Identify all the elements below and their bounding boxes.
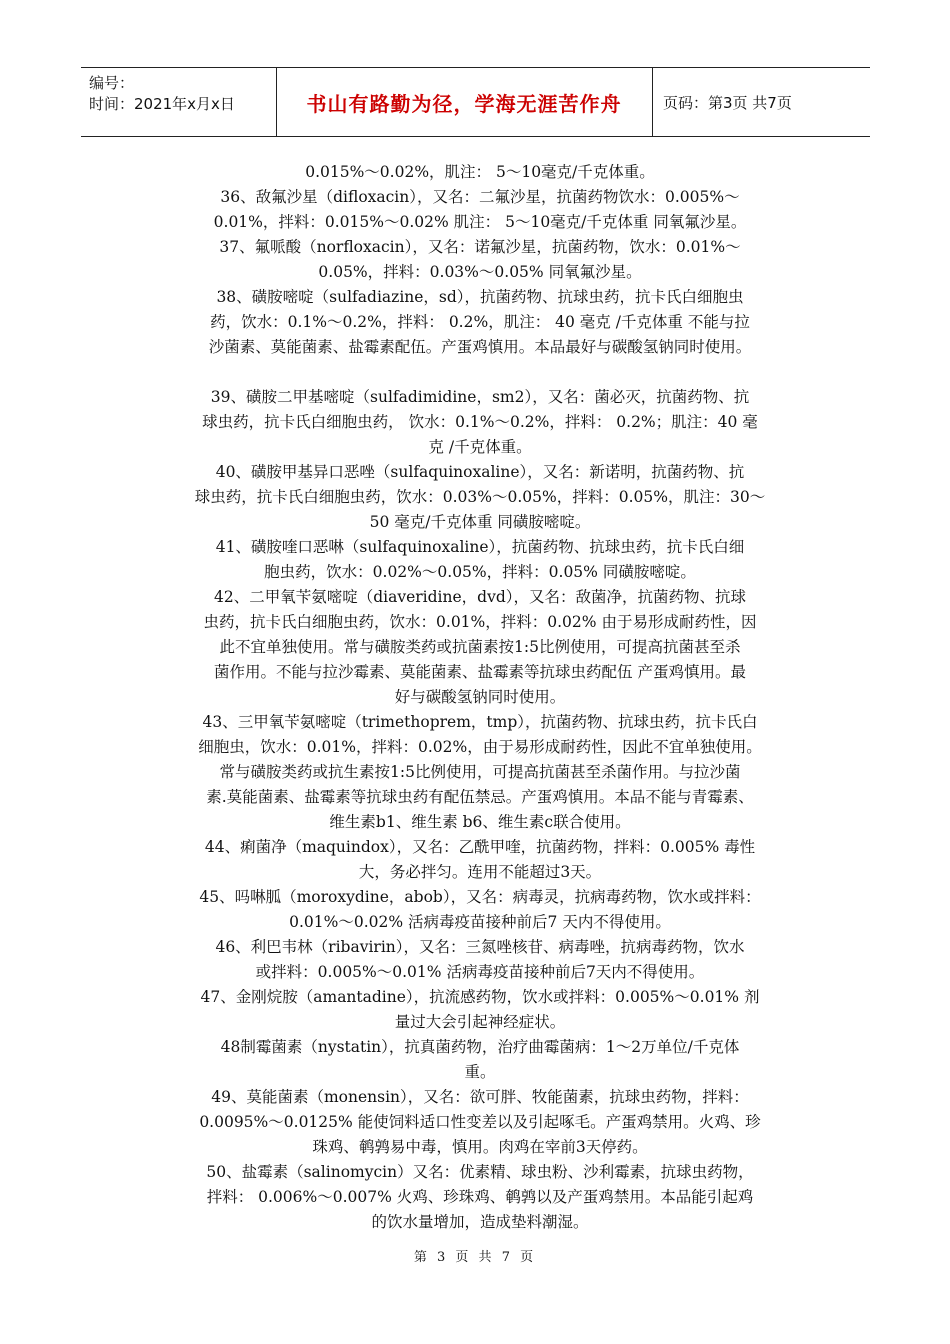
page-footer: 第 3 页 共 7 页 [413,1250,537,1265]
header-page-number: 页码：第3页 共7页 [652,68,870,136]
header-motto: 书山有路勤为径，学海无涯苦作舟 [306,91,622,116]
paragraph-41: 41、磺胺喹口恶啉（sulfaquinoxaline），抗菌药物、抗球虫药，抗卡氏白细 胞虫药，饮水：0.02%～0.05%，拌料：0.05% 同磺胺嘧啶。 [215,538,745,581]
paragraph-47: 47、金刚烷胺（amantadine），抗流感药物，饮水或拌料：0.005%～0.01% 剂 量过大会引起神经症状。 [200,988,760,1031]
paragraph-48: 48制霉菌素（nystatin），抗真菌药物，治疗曲霉菌病：1～2万单位/千克体 重。 [220,1038,740,1081]
paragraph-44: 44、痢菌净（maquindox），又名：乙酰甲喹，抗菌药物，拌料：0.005% 毒性 大，务必拌匀。连用不能超过3天。 [204,838,756,881]
document-date-label: 时间：2021年x月x日 [89,95,235,113]
paragraph-49: 49、莫能菌素（monensin），又名：欲可胖、牧能菌素，抗球虫药物，拌料： 0.0095%～0.0125% 能使饲料适口性变差以及引起啄毛。产蛋鸡禁用。火鸡、珍 珠鸡、鹌鹑易中毒，慎用。肉鸡在宰前3天停药。 [199,1088,761,1156]
paragraph-43: 43、三甲氧苄氨嘧啶（trimethoprem，tmp），抗菌药物、抗球虫药，抗卡氏白 细胞虫，饮水：0.01%，拌料：0.02%，由于易形成耐药性，因此不宜单独使用。 常与磺胺类药或抗生素按1:5比例使用，可提高抗菌甚至杀菌作用。与拉沙菌 素.莫能菌素、盐霉素等抗球虫药有配伍禁忌。产蛋鸡慎用。本品不能与青霉素、 维生素b1、维生素 b6、维生素c联合使用。 [198,713,762,831]
paragraph-39: 39、磺胺二甲基嘧啶（sulfadimidine，sm2），又名：菌必灭，抗菌药物、抗 球虫药，抗卡氏白细胞虫药， 饮水：0.1%～0.2%，拌料： 0.2%；肌注：40 毫 克 /千克体重。 [202,388,758,456]
paragraph-38: 38、磺胺嘧啶（sulfadiazine，sd），抗菌药物、抗球虫药，抗卡氏白细胞虫 药，饮水：0.1%～0.2%，拌料： 0.2%，肌注： 40 毫克 /千克体重 不能与拉 沙菌素、莫能菌素、盐霉素配伍。产蛋鸡慎用。本品最好与碳酸氢钠同时使用。 [208,288,752,356]
paragraph-37: 37、氟哌酸（norfloxacin），又名：诺氟沙星，抗菌药物，饮水：0.01%～ 0.05%，拌料：0.03%～0.05% 同氧氟沙星。 [219,238,741,281]
paragraph-50: 50、盐霉素（salinomycin）又名：优素精、球虫粉、沙利霉素，抗球虫药物， 拌料： 0.006%～0.007% 火鸡、珍珠鸡、鹌鹑以及产蛋鸡禁用。本品能引起鸡 的饮水量增加，造成垫料潮湿。 [206,1163,754,1231]
document-body [140,160,820,1235]
header-meta [81,68,277,136]
paragraph-46: 46、利巴韦林（ribavirin），又名：三氮唑核苷、病毒唑，抗病毒药物，饮水 或拌料：0.005%～0.01% 活病毒疫苗接种前后7天内不得使用。 [215,938,745,981]
paragraph-40: 40、磺胺甲基异口恶唑（sulfaquinoxaline），又名：新诺明，抗菌药物、抗 球虫药，抗卡氏白细胞虫药，饮水：0.03%～0.05%，拌料：0.05%，肌注：30～ 50 毫克/千克体重 同磺胺嘧啶。 [194,463,766,531]
paragraph-45: 45、吗啉胍（moroxydine，abob），又名：病毒灵，抗病毒药物，饮水或拌料： 0.01%～0.02% 活病毒疫苗接种前后7 天内不得使用。 [199,888,761,931]
page-header [81,67,870,137]
paragraph-42: 42、二甲氧苄氨嘧啶（diaveridine，dvd），又名：敌菌净，抗菌药物、抗球 虫药，抗卡氏白细胞虫药，饮水：0.01%，拌料：0.02% 由于易形成耐药性，因 此不宜单独使用。常与磺胺类药或抗菌素按1:5比例使用，可提高抗菌甚至杀 菌作用。不能与拉沙霉素、莫能菌素、盐霉素等抗球虫药配伍 产蛋鸡慎用。最 好与碳酸氢钠同时使用。 [203,588,757,706]
document-number-label: 编号： [89,74,135,92]
paragraph-35-cont: 0.015%～0.02%，肌注： 5～10毫克/千克体重。 [305,163,655,181]
paragraph-36: 36、敌氟沙星（difloxacin），又名：二氟沙星，抗菌药物饮水：0.005%～ 0.01%，拌料：0.015%～0.02% 肌注： 5～10毫克/千克体重 同氧氟沙星。 [213,188,747,231]
